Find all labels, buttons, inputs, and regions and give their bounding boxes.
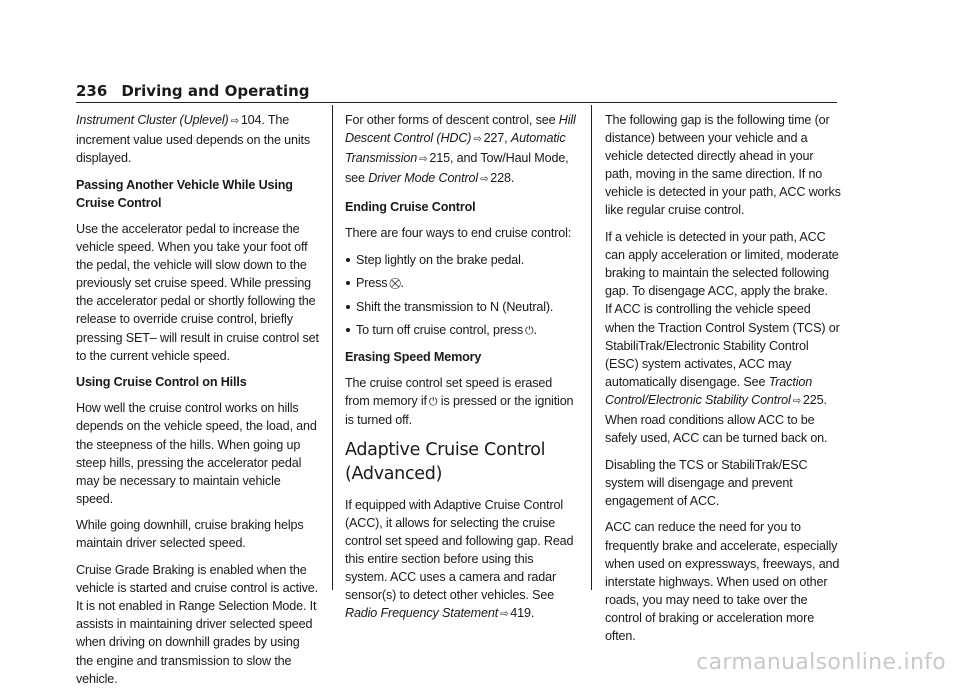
cross-reference[interactable]: Driver Mode Control: [368, 171, 479, 186]
page-header: [76, 83, 837, 103]
paragraph: Use the accelerator pedal to increase the vehicle speed. When you take your foot off the pedal, the vehicle will slow down to the previously set cruise speed. While pressing the accelerator pedal or shortly following the release to override cruise control, briefly pressing SET– will result in cruise control set to the current vehicle speed.: [76, 221, 319, 363]
section-heading: Adaptive Cruise Control (Advanced): [345, 439, 546, 484]
list-item: To turn off cruise control, press ⏻.: [345, 321, 578, 340]
cross-reference[interactable]: Traction Control/Electronic Stability Control: [605, 374, 813, 407]
column-3: [605, 111, 841, 654]
cross-reference[interactable]: Radio Frequency Statement: [345, 606, 499, 621]
cross-reference[interactable]: Instrument Cluster (Uplevel): [76, 113, 229, 127]
page-ref-arrow-icon: ⇨: [473, 134, 482, 146]
page-ref-arrow-icon: ⇨: [500, 609, 509, 621]
subheading: Ending Cruise Control: [345, 199, 476, 214]
bullet-list: [345, 251, 578, 340]
subheading: Passing Another Vehicle While Using Cruise Control: [76, 177, 293, 210]
subheading: Erasing Speed Memory: [345, 349, 482, 364]
paragraph: If equipped with Adaptive Cruise Control (ACC), it allows for selecting the cruise control set speed and following gap. Read this entire section before using this system. ACC uses a camera and radar sensor(s) to detect other vehicles. See Radio Frequency Statement ⇨ 419.: [345, 497, 574, 621]
section-title: Driving and Operating: [121, 82, 310, 100]
paragraph: There are four ways to end cruise control:: [345, 225, 572, 240]
paragraph: For other forms of descent control, see Hill Descent Control (HDC) ⇨ 227, Automatic Transmission ⇨ 215, and Tow/Haul Mode, see Driver Mode Control ⇨ 228.: [345, 113, 576, 186]
subheading: Using Cruise Control on Hills: [76, 375, 247, 390]
cruise-power-icon: ⏻: [525, 324, 534, 337]
cruise-power-icon: ⏻: [428, 396, 438, 409]
cruise-cancel-icon: ⛒: [389, 277, 401, 290]
paragraph: How well the cruise control works on hills depends on the vehicle speed, the load, and the steepness of the hills. When going up steep hills, pressing the accelerator pedal may be necessary to maintain vehicle speed.: [76, 401, 317, 506]
page-ref-arrow-icon: ⇨: [419, 154, 428, 166]
column-divider: [591, 105, 592, 590]
watermark: carmanualsonline.info: [696, 650, 946, 675]
list-item: Shift the transmission to N (Neutral).: [345, 298, 578, 316]
paragraph: ACC can reduce the need for you to frequently brake and accelerate, especially when used on expressways, freeways, and interstate highways. When used on other roads, you may need to take over the control of braking or acceleration more often.: [605, 520, 840, 644]
paragraph: Disabling the TCS or StabiliTrak/ESC system will disengage and prevent engagement of ACC.: [605, 457, 808, 508]
paragraph: If ACC is controlling the vehicle speed when the Traction Control System (TCS) or StabiliTrak/Electronic Stability Control (ESC) system activates, ACC may automatically disengage. See Traction Control/Electronic Stability Control ⇨ 225. When road conditions allow ACC to be safely used, ACC can be turned back on.: [605, 302, 840, 446]
paragraph: The following gap is the following time (or distance) between your vehicle and a vehicle detected directly ahead in your path, moving in the same direction. If no vehicle is detected in your path, ACC works like regular cruise control.: [605, 113, 841, 218]
paragraph: While going downhill, cruise braking helps maintain driver selected speed.: [76, 518, 304, 551]
column-2: [345, 111, 578, 633]
page-ref-arrow-icon: ⇨: [792, 395, 801, 407]
column-1: [76, 111, 319, 696]
list-item: Step lightly on the brake pedal.: [345, 251, 578, 269]
list-item: Press ⛒.: [345, 274, 578, 293]
page-number: 236: [76, 82, 108, 100]
column-divider: [332, 105, 333, 590]
cross-reference[interactable]: Hill Descent Control (HDC): [345, 113, 576, 146]
paragraph: Cruise Grade Braking is enabled when the vehicle is started and cruise control is active. It is not enabled in Range Selection Mode. It assists in maintaining driver selected speed when driving on downhill grades by using the engine and transmission to slow the vehicle.: [76, 563, 318, 686]
page-ref-arrow-icon: ⇨: [480, 174, 489, 186]
page-ref: 104: [240, 113, 262, 127]
paragraph: If a vehicle is detected in your path, ACC can apply acceleration or limited, moderate braking to maintain the selected following gap. To disengage ACC, apply the brake.: [605, 230, 839, 299]
cross-reference[interactable]: Automatic Transmission: [345, 131, 566, 166]
page-ref-arrow-icon: ⇨: [230, 116, 239, 127]
paragraph: Instrument Cluster (Uplevel) ⇨ 104. The increment value used depends on the units displayed.: [76, 113, 310, 166]
paragraph: The cruise control set speed is erased from memory if ⏻ is pressed or the ignition is turned off.: [345, 376, 574, 428]
